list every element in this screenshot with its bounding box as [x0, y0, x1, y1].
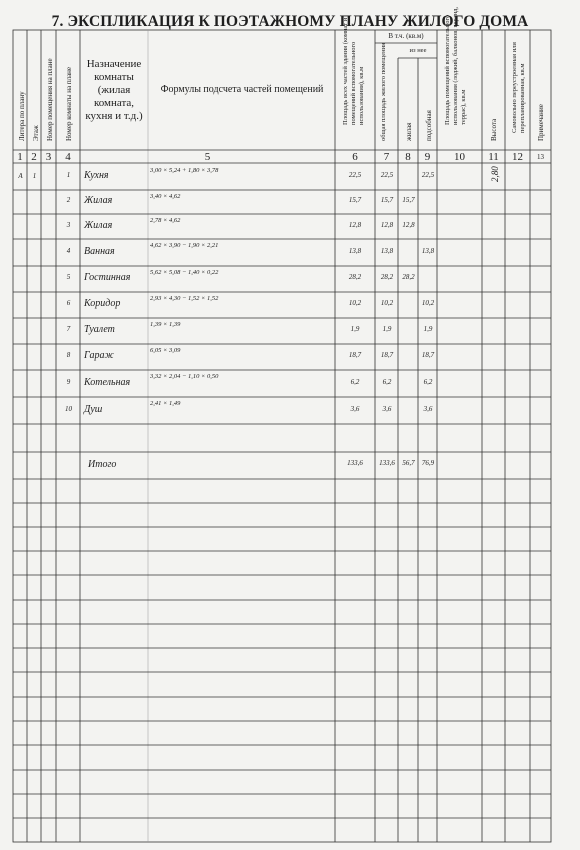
height-value: 2,80 [490, 166, 500, 182]
room-total-area: 18,7 [348, 351, 362, 359]
header-litera [14, 31, 27, 149]
room-name: Кухня [84, 170, 109, 181]
header-chamber-no-text: Номер комнаты на плане [65, 66, 73, 141]
column-number: 2 [31, 151, 37, 163]
header-litera-text: Литера по плану [18, 91, 26, 141]
room-total-area: 13,8 [348, 247, 362, 255]
room-formula: 3,32 × 2,04 − 1,10 × 0,50 [150, 373, 219, 380]
column-number: 1 [17, 151, 23, 163]
room-living-total: 6,2 [382, 378, 392, 386]
litera-value: А [18, 172, 23, 180]
header-height [483, 31, 505, 149]
room-aux-area: 3,6 [423, 405, 433, 413]
height-value-cell [483, 164, 505, 190]
room-formula: 6,05 × 3,09 [150, 347, 181, 354]
room-formula: 5,62 × 5,08 − 1,40 × 0,22 [150, 269, 219, 276]
header-self-rebuilt-text: Самовольно переустроенная или перепланированная, кв.м [511, 42, 526, 133]
column-number: 11 [488, 151, 499, 163]
header-total-area [336, 17, 375, 149]
room-living-area: 15,7 [402, 196, 415, 204]
column-number: 6 [352, 151, 358, 163]
header-subgroup: из нее [409, 47, 427, 54]
room-number: 1 [66, 171, 71, 179]
header-support-area [438, 7, 482, 149]
room-living-total: 3,6 [382, 405, 392, 413]
column-number: 10 [454, 151, 465, 163]
floor-value: 1 [32, 172, 37, 180]
totals-label: Итого [88, 459, 117, 470]
room-living-area: 12,8 [402, 221, 415, 229]
room-name: Душ [84, 404, 103, 415]
room-name: Гараж [84, 350, 114, 361]
room-name: Жилая [84, 195, 113, 206]
room-living-total: 28,2 [380, 273, 394, 281]
header-room-no-plan [42, 31, 56, 149]
room-living-area: 28,2 [402, 273, 415, 281]
room-aux-area: 1,9 [423, 325, 433, 333]
room-number: 3 [66, 221, 71, 229]
header-note-text: Примечание [537, 104, 545, 141]
column-number: 8 [405, 151, 411, 163]
header-living-text: жилая [405, 122, 413, 141]
header-purpose: Назначение комнаты (жилая комната, кухня и т.д.) [85, 58, 143, 122]
room-total-area: 15,7 [348, 196, 362, 204]
room-living-total: 12,8 [380, 221, 394, 229]
header-group: В т.ч. (кв.м) [388, 32, 424, 40]
room-living-total: 10,2 [380, 299, 394, 307]
header-living-total [376, 44, 398, 149]
header-chamber-no [57, 31, 80, 149]
room-aux-area: 10,2 [421, 299, 435, 307]
room-number: 6 [66, 299, 71, 307]
room-total-area: 12,8 [348, 221, 362, 229]
room-formula: 4,62 × 3,90 − 1,90 × 2,21 [150, 242, 219, 249]
header-aux [419, 59, 437, 149]
header-living [399, 59, 418, 149]
room-number: 7 [66, 325, 71, 333]
room-number: 8 [66, 351, 71, 359]
room-number: 4 [66, 247, 71, 255]
room-total-area: 28,2 [348, 273, 362, 281]
column-number: 12 [512, 151, 523, 163]
room-formula: 3,00 × 5,24 + 1,80 × 3,78 [150, 167, 219, 174]
room-name: Жилая [84, 220, 113, 231]
header-floor-text: Этаж [32, 125, 40, 141]
room-living-total: 13,8 [380, 247, 394, 255]
header-note [531, 31, 551, 149]
column-number: 9 [424, 151, 431, 163]
room-living-total: 18,7 [380, 351, 394, 359]
room-name: Туалет [84, 324, 115, 335]
room-formula: 1,39 × 1,39 [150, 321, 181, 328]
column-number: 5 [204, 151, 211, 163]
room-name: Котельная [84, 377, 131, 388]
room-formula: 2,78 × 4,62 [150, 217, 181, 224]
room-living-total: 15,7 [380, 196, 394, 204]
header-height-text: Высота [490, 118, 498, 141]
column-number: 7 [383, 151, 390, 163]
room-aux-area: 22,5 [421, 171, 435, 179]
room-total-area: 3,6 [350, 405, 360, 413]
totals-living-total: 133,6 [379, 459, 395, 467]
header-formula: Формулы подсчета частей помещений [160, 84, 324, 95]
room-formula: 2,41 × 1,49 [150, 400, 181, 407]
page-title: 7. ЭКСПЛИКАЦИЯ К ПОЭТАЖНОМУ ПЛАНУ ЖИЛОГО ДОМА [51, 13, 529, 30]
header-room-no-plan-text: Номер помещения на плане [46, 58, 54, 141]
column-number: 4 [65, 151, 71, 163]
header-self-rebuilt [506, 31, 530, 149]
room-number: 10 [65, 405, 72, 413]
column-number: 13 [537, 153, 544, 161]
room-aux-area: 6,2 [423, 378, 433, 386]
room-total-area: 1,9 [350, 325, 360, 333]
room-name: Коридор [84, 298, 121, 309]
room-name: Ванная [84, 246, 115, 257]
totals-total: 133,6 [347, 459, 363, 467]
header-living-total-text: общая площадь жилого помещения [380, 42, 387, 141]
room-aux-area: 18,7 [421, 351, 435, 359]
room-total-area: 22,5 [348, 171, 362, 179]
room-number: 2 [66, 196, 71, 204]
room-living-total: 1,9 [382, 325, 392, 333]
room-aux-area: 13,8 [421, 247, 435, 255]
header-support-area-text: Площадь помещений вспомогательного использования (лоджий, балконов, веранд, террас), кв.м [444, 7, 467, 125]
room-total-area: 6,2 [350, 378, 360, 386]
totals-living: 56,7 [402, 459, 415, 467]
room-name: Гостинная [84, 272, 131, 283]
room-formula: 2,93 × 4,30 − 1,52 × 1,52 [150, 295, 219, 302]
room-formula: 3,40 × 4,62 [150, 193, 181, 200]
room-living-total: 22,5 [380, 171, 394, 179]
totals-aux: 76,9 [421, 459, 435, 467]
header-aux-text: подсобная [425, 110, 433, 141]
column-number: 3 [45, 151, 52, 163]
room-number: 5 [66, 273, 71, 281]
header-floor [28, 31, 41, 149]
room-number: 9 [66, 378, 71, 386]
room-total-area: 10,2 [348, 299, 362, 307]
header-total-area-text: Площадь всех частей здания (комнат и помещений вспомогательного использования), кв.м [342, 17, 365, 125]
